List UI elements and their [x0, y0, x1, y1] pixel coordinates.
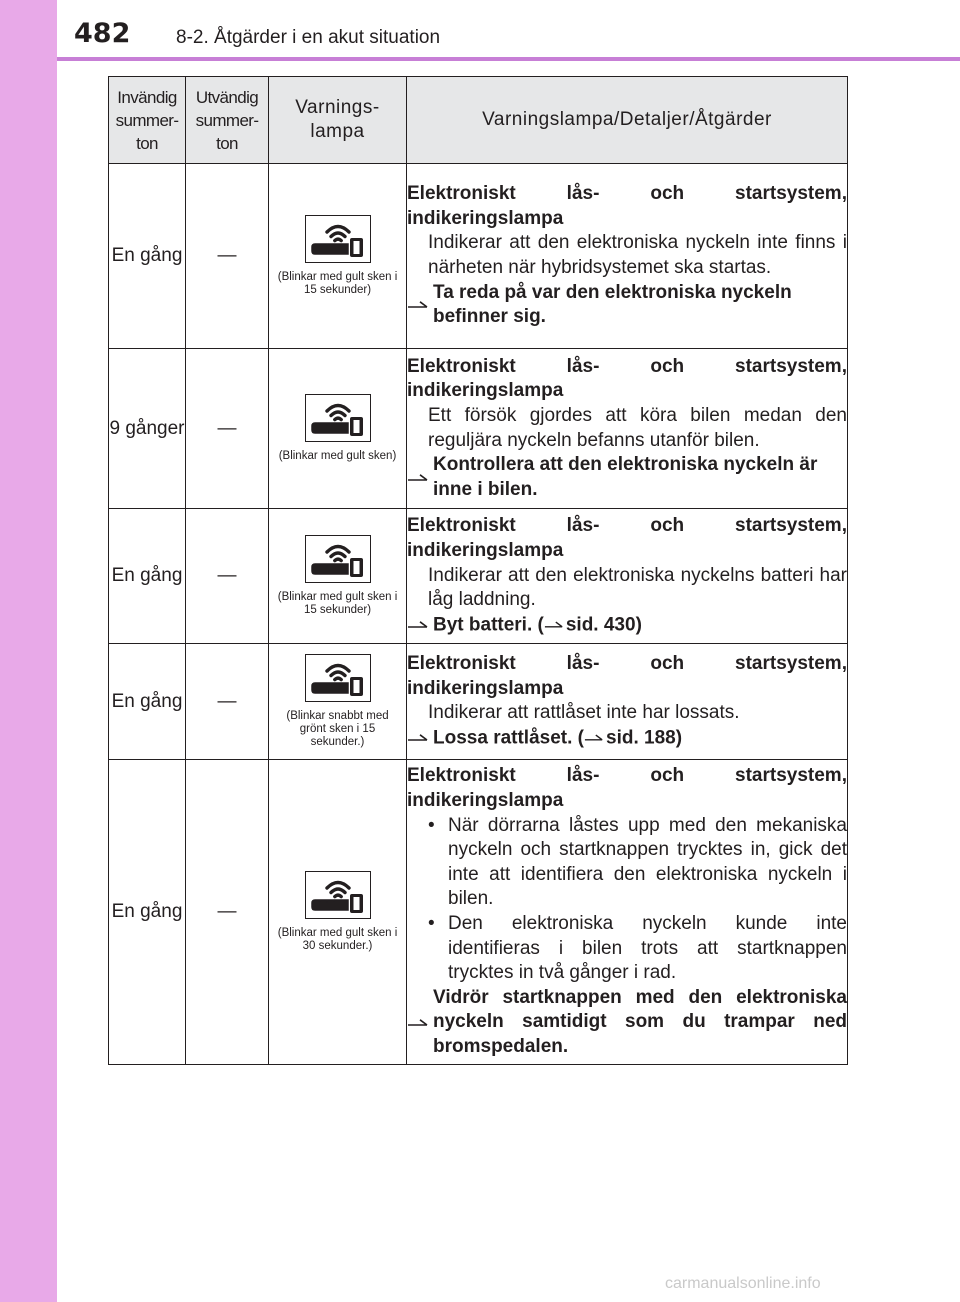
detail-cell [407, 509, 848, 644]
warning-title: Elektroniskt lås- och startsystem, indikeringslampa [407, 515, 847, 561]
detail-cell [407, 164, 848, 349]
warning-title: Elektroniskt lås- och startsystem, indikeringslampa [407, 183, 847, 229]
table-header-row [109, 77, 848, 164]
lamp-note: (Blinkar med gult sken) [278, 450, 397, 462]
key-signal-icon [305, 394, 371, 442]
warning-lamp-cell [269, 760, 407, 1065]
arrow-right-icon [407, 986, 433, 1060]
header-rule [57, 57, 960, 61]
warning-lamp-cell [269, 164, 407, 349]
warning-description: Ett försök gjordes att köra bilen medan den reguljära nyckeln befanns utanför bilen. [428, 404, 847, 451]
lamp-note: (Blinkar med gult sken i 15 sekunder) [277, 591, 398, 616]
arrow-right-icon [407, 453, 433, 502]
warning-action: Byt batteri. ( sid. 430) [407, 613, 847, 638]
detail-cell [407, 760, 848, 1065]
page-number: 482 [74, 18, 131, 49]
external-buzzer: — [186, 644, 269, 760]
warning-lamp-cell [269, 509, 407, 644]
internal-buzzer-count: En gång [109, 164, 186, 349]
internal-buzzer-count: En gång [109, 760, 186, 1065]
col-header-internal: Invändig summer-ton [109, 77, 186, 164]
col-header-lamp: Varnings-lampa [269, 77, 407, 164]
detail-cell [407, 644, 848, 760]
warning-action: Vidrör startknappen med den elektroniska nyckeln samtidigt som du trampar ned bromspedalen. [407, 986, 847, 1060]
warning-description: Indikerar att den elektroniska nyckeln inte finns i närheten när hybridsystemet ska startas. [428, 232, 847, 278]
table-row [109, 760, 848, 1065]
internal-buzzer-count: En gång [109, 509, 186, 644]
page-side-tab [0, 0, 57, 1302]
list-item: • Den elektroniska nyckeln kunde inte identifieras i bilen trots att startknappen trycktes in två gånger i rad. [428, 913, 847, 984]
key-signal-icon [305, 654, 371, 702]
warning-action: Kontrollera att den elektroniska nyckeln är inne i bilen. [407, 453, 847, 502]
section-title: 8-2. Åtgärder i en akut situation [176, 27, 441, 48]
col-header-details: Varningslampa/Detaljer/Åtgärder [407, 77, 848, 164]
external-buzzer: — [186, 164, 269, 349]
detail-cell [407, 349, 848, 509]
warning-description: Indikerar att den elektroniska nyckelns batteri har låg laddning. [428, 564, 847, 611]
watermark: carmanualsonline.info [665, 1275, 821, 1292]
warning-title: Elektroniskt lås- och startsystem, indikeringslampa [407, 653, 847, 699]
external-buzzer: — [186, 760, 269, 1065]
arrow-right-icon [407, 281, 433, 330]
table-row [109, 509, 848, 644]
warning-action: Ta reda på var den elektroniska nyckeln befinner sig. [407, 281, 847, 330]
table-row [109, 164, 848, 349]
lamp-note: (Blinkar med gult sken i 15 sekunder) [277, 271, 398, 296]
table-row [109, 349, 848, 509]
table-row [109, 644, 848, 760]
arrow-right-icon [407, 613, 433, 638]
warning-description: Indikerar att rattlåset inte har lossats. [428, 702, 740, 724]
internal-buzzer-count: 9 gånger [109, 349, 186, 509]
warning-table [108, 76, 848, 1065]
external-buzzer: — [186, 509, 269, 644]
internal-buzzer-count: En gång [109, 644, 186, 760]
warning-lamp-cell [269, 644, 407, 760]
arrow-right-icon [584, 726, 606, 751]
lamp-note: (Blinkar med gult sken i 30 sekunder.) [277, 927, 398, 952]
warning-title: Elektroniskt lås- och startsystem, indikeringslampa [407, 355, 847, 402]
arrow-right-icon [544, 613, 566, 638]
external-buzzer: — [186, 349, 269, 509]
warning-action: Lossa rattlåset. ( sid. 188) [407, 726, 847, 751]
list-item: • När dörrarna låstes upp med den mekaniska nyckeln och startknappen trycktes in, gick det inte att identifiera den elektroniska nyckeln i bilen. [428, 814, 847, 910]
key-signal-icon [305, 871, 371, 919]
key-signal-icon [305, 535, 371, 583]
lamp-note: (Blinkar snabbt med grönt sken i 15 sekunder.) [286, 710, 389, 748]
key-signal-icon [305, 215, 371, 263]
col-header-external: Utvändig summer-ton [186, 77, 269, 164]
arrow-right-icon [407, 726, 433, 751]
warning-title: Elektroniskt lås- och startsystem, indikeringslampa [407, 765, 847, 812]
warning-lamp-cell [269, 349, 407, 509]
